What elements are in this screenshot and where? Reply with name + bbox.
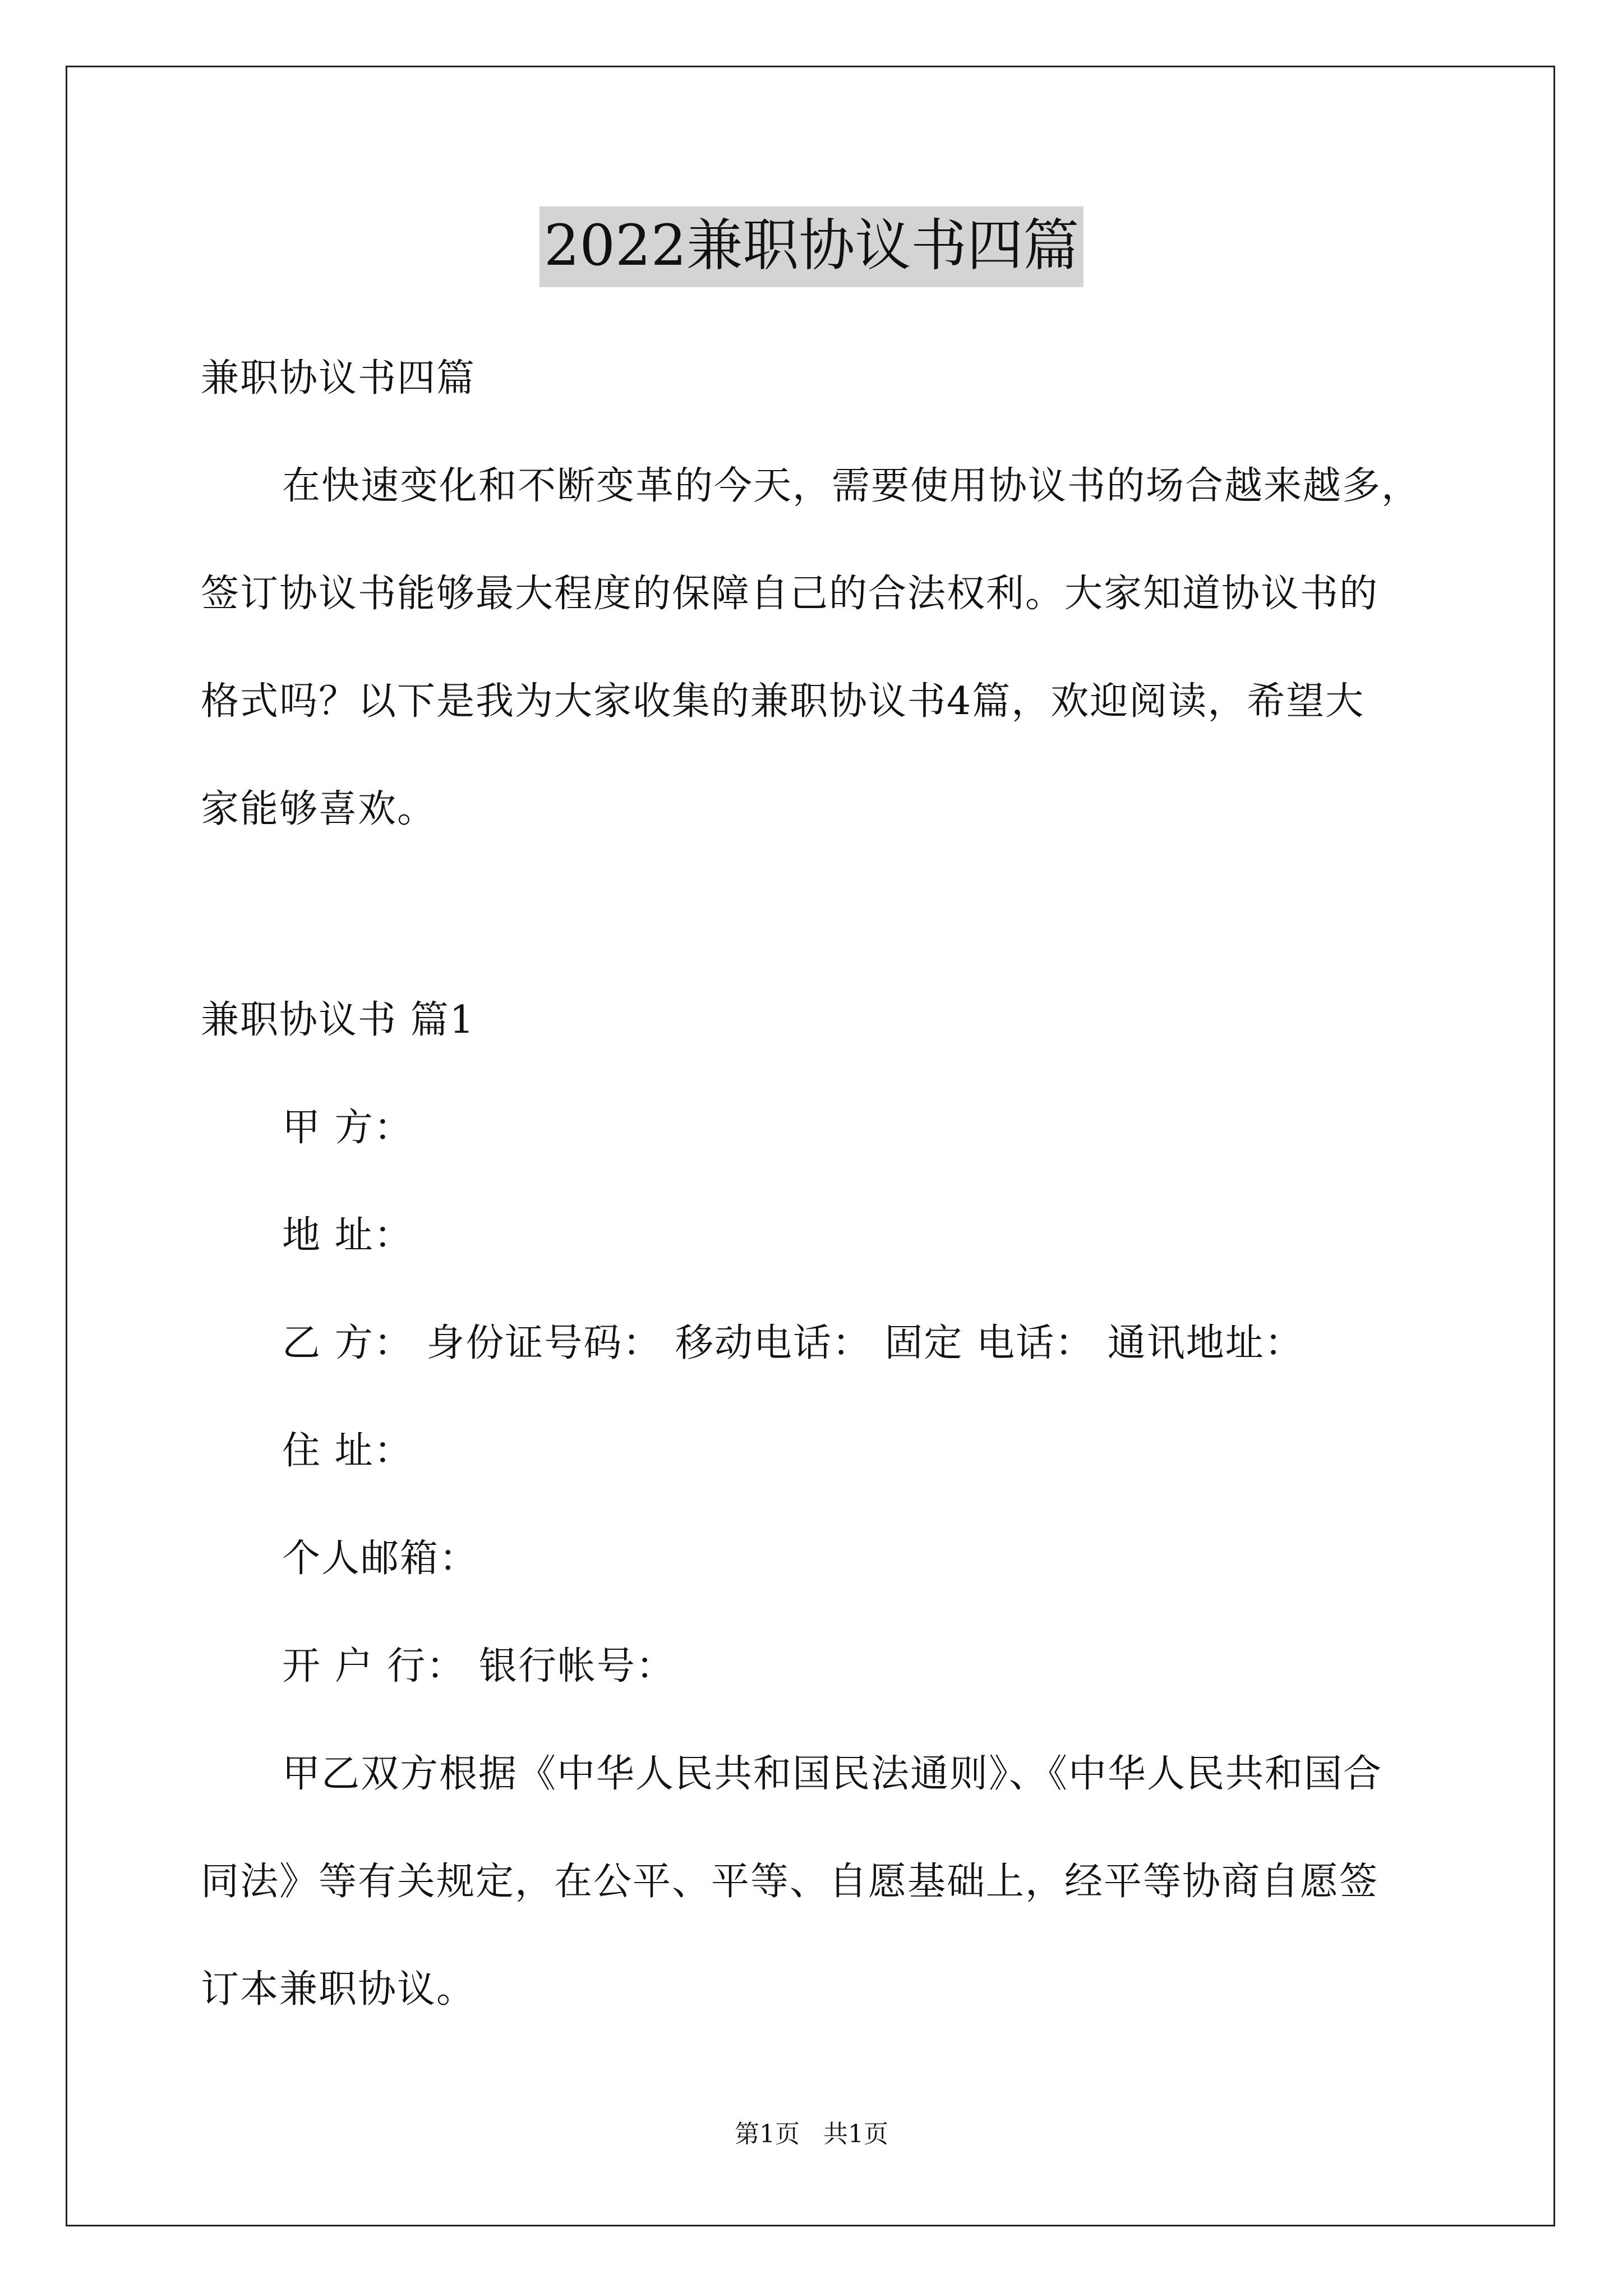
agreement-line-3: 订本兼职协议。 (201, 1967, 476, 2012)
field-residence: 住 址： (282, 1429, 413, 1473)
field-party-a: 甲 方： (282, 1106, 413, 1150)
agreement-line-1: 甲乙双方根据《中华人民共和国民法通则》、《中华人民共和国合 (282, 1752, 1383, 1796)
document-title: 2022兼职协议书四篇 (540, 206, 1084, 287)
document-title-wrap (0, 206, 1623, 287)
page-footer: 第1页 共1页 (735, 2120, 888, 2148)
intro-line-3: 格式吗？以下是我为大家收集的兼职协议书4篇，欢迎阅读，希望大 (201, 679, 1365, 724)
field-party-b: 乙 方： 身份证号码： 移动电话： 固定 电话： 通讯地址： (282, 1321, 1304, 1365)
field-bank: 开 户 行： 银行帐号： (282, 1644, 675, 1688)
agreement-line-2: 同法》等有关规定，在公平、平等、自愿基础上，经平等协商自愿签 (201, 1860, 1379, 1904)
intro-line-2: 签订协议书能够最大程度的保障自己的合法权利。大家知道协议书的 (201, 572, 1379, 616)
field-email: 个人邮箱： (282, 1536, 479, 1581)
intro-line-4: 家能够喜欢。 (201, 787, 437, 831)
intro-line-1: 在快速变化和不断变革的今天，需要使用协议书的场合越来越多， (282, 464, 1421, 508)
section-heading: 兼职协议书 篇1 (201, 998, 475, 1042)
field-address: 地 址： (282, 1213, 413, 1258)
subtitle: 兼职协议书四篇 (201, 356, 476, 401)
